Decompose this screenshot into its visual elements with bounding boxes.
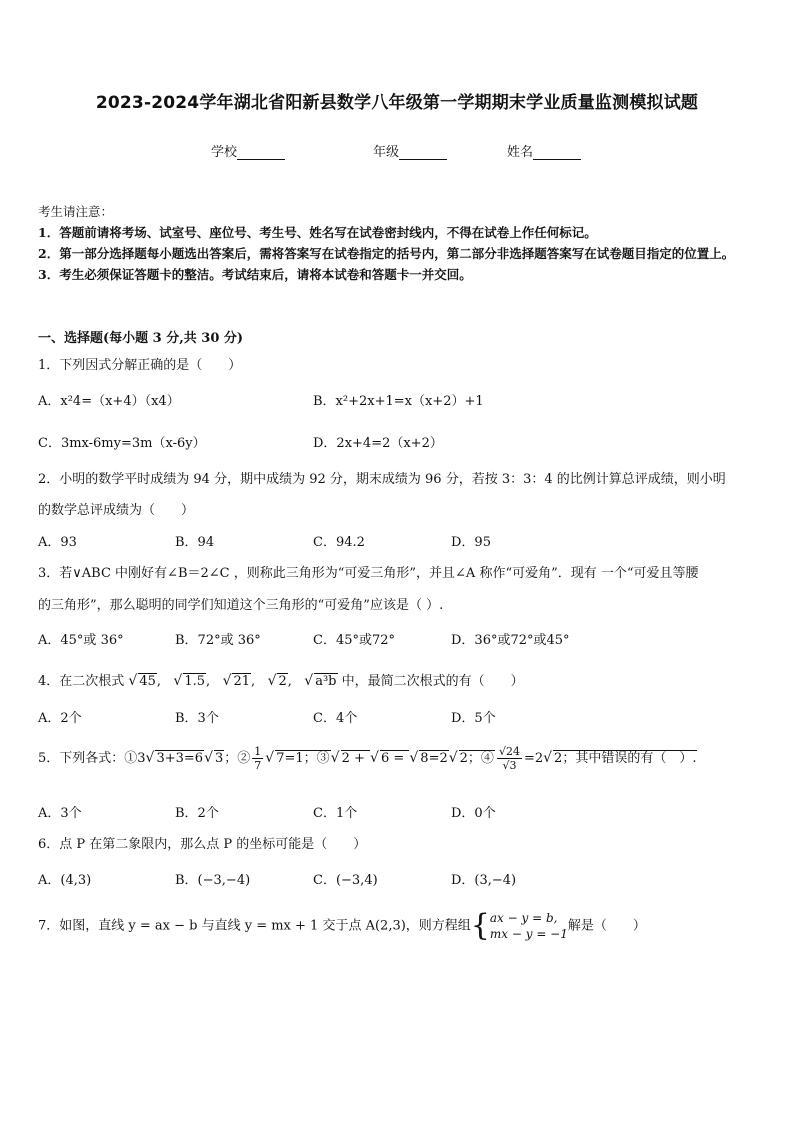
q4-radical-3: 21: [233, 674, 251, 689]
name-blank: [533, 147, 581, 160]
notice-item-2: 2．第一部分选择题每小题选出答案后，需将答案写在试卷指定的括号内，第二部分非选择题答案写在试卷题目指定的位置上。: [38, 246, 735, 261]
q2-option-d: D．95: [451, 535, 491, 550]
q4-option-a: A．2个: [38, 711, 82, 726]
school-label: 学校: [211, 145, 238, 160]
q4-option-c: C．4个: [313, 711, 358, 726]
q5-fraction-2: $\frac{√24}{√3}$: [498, 745, 520, 772]
q3-option-c: C．45°或72°: [313, 633, 396, 648]
q4-radical-5: a³b: [315, 674, 337, 689]
q2-option-a: A．93: [38, 535, 77, 550]
q7-stem: 7．如图，直线 y = ax − b 与直线 y = mx + 1 交于点 A(2,3)，则方程组{ ax − y = b, mx − y = −1 解是（ ）: [38, 908, 646, 943]
q1-option-c: C．3mx-6my=3m（x-6y）: [38, 436, 206, 451]
page-title: 2023-2024学年湖北省阳新县数学八年级第一学期期末学业质量监测模拟试题: [95, 93, 699, 113]
q4-radical-2: 1.5: [184, 674, 206, 689]
q3-stem-line2: 的三角形”，那么聪明的同学们知道这个三角形的“可爱角”应该是（ ）.: [38, 598, 444, 613]
q3-option-b: B．72°或 36°: [175, 633, 261, 648]
q6-option-d: D．(3,−4): [451, 873, 517, 888]
school-field: [211, 141, 285, 160]
q2-option-b: B．94: [175, 535, 215, 550]
grade-blank: [399, 147, 447, 160]
q5-option-a: A．3个: [38, 806, 82, 821]
school-blank: [237, 147, 285, 160]
q2-stem-line2: 的数学总评成绩为（ ）: [38, 503, 195, 518]
q2-stem-line1: 2．小明的数学平时成绩为 94 分，期中成绩为 92 分，期末成绩为 96 分，若按 3：3：4 的比例计算总评成绩，则小明: [38, 472, 726, 487]
q4-radical-1: 45: [139, 674, 156, 689]
section-title: 一、选择题(每小题 3 分,共 30 分): [38, 331, 244, 346]
q1-option-b: B．x²+2x+1=x（x+2）+1: [313, 394, 484, 409]
q6-option-a: A．(4,3): [38, 873, 92, 888]
q5-part3: 7=1；③: [276, 751, 330, 766]
q5-part2: ；②: [224, 751, 251, 766]
q6-option-c: C．(−3,4): [313, 873, 378, 888]
q5-part1: 3+3=6: [156, 751, 204, 766]
notice-heading: 考生请注意：: [38, 204, 114, 219]
q5-part5: 6 =: [380, 751, 409, 766]
q4-prefix: 4．在二次根式: [38, 674, 125, 689]
q4-option-d: D．5个: [451, 711, 496, 726]
q4-suffix: 中，最简二次根式的有（ ）: [341, 674, 524, 689]
q4-radical-4: 2: [278, 674, 287, 689]
notice-item-3: 3．考生必须保证答题卡的整洁。考试结束后，请将本试卷和答题卡一并交回。: [38, 267, 472, 282]
q5-prefix: 5．下列各式：①3: [38, 751, 146, 766]
q5-option-d: D．0个: [451, 806, 496, 821]
q5-stem: 5．下列各式：①3√ 3+3=6√ 3；② $\frac{1}{7}$ √ 7=1；③√ 2 + √ 6 = √ 8=2√ 2；④ $\frac{√24}{√3}$ =2√ 2；其中错误的有（ ）.: [38, 745, 697, 772]
q2-option-c: C．94.2: [313, 535, 365, 550]
grade-label: 年级: [373, 145, 400, 160]
name-field: [507, 141, 581, 160]
q5-fraction-1: $\frac{1}{7}$: [254, 745, 262, 772]
q1-stem: 1．下列因式分解正确的是（ ）: [38, 358, 242, 373]
q5-suffix: 2；其中错误的有（ ）.: [554, 751, 697, 766]
q3-stem-line1: 3．若∨ABC 中刚好有∠B＝2∠C ，则称此三角形为“可爱三角形”，并且∠A 称作“可爱角”．现有 一个“可爱且等腰: [38, 566, 699, 581]
q4-stem: 4．在二次根式 √ 45, √ 1.5, √ 21, √ 2, √ a³b 中，最简二次根式的有（ ）: [38, 673, 524, 689]
q5-part8: =2: [523, 751, 544, 766]
notice-block: [38, 201, 758, 285]
q1-option-a: A．x²4=（x+4）（x4）: [38, 394, 180, 409]
q4-option-b: B．3个: [175, 711, 219, 726]
q3-option-d: D．36°或72°或45°: [451, 633, 570, 648]
q1-option-d: D．2x+4=2（x+2）: [313, 436, 443, 451]
q3-option-a: A．45°或 36°: [38, 633, 124, 648]
name-label: 姓名: [507, 145, 534, 160]
q7-equation-system: [490, 910, 568, 942]
q7-suffix: 解是（ ）: [567, 918, 646, 934]
q5-part4: 2 +: [341, 751, 370, 766]
q7-prefix: 7．如图，直线 y = ax − b 与直线 y = mx + 1 交于点 A(2,3)，则方程组: [38, 918, 471, 934]
notice-item-1: 1．答题前请将考场、试室号、座位号、考生号、姓名写在试卷密封线内，不得在试卷上作任何标记。: [38, 225, 597, 240]
q5-option-c: C．1个: [313, 806, 358, 821]
q6-option-b: B．(−3,−4): [175, 873, 251, 888]
q7-eq1: ax − y = b,: [489, 911, 558, 925]
q5-part6: 8=2: [420, 751, 448, 766]
q5-part7: 2；④: [459, 751, 494, 766]
q6-stem: 6．点 P 在第二象限内，那么点 P 的坐标可能是（ ）: [38, 837, 367, 852]
q5-option-b: B．2个: [175, 806, 219, 821]
grade-field: [373, 141, 447, 160]
q7-eq2: mx − y = −1: [489, 927, 568, 941]
